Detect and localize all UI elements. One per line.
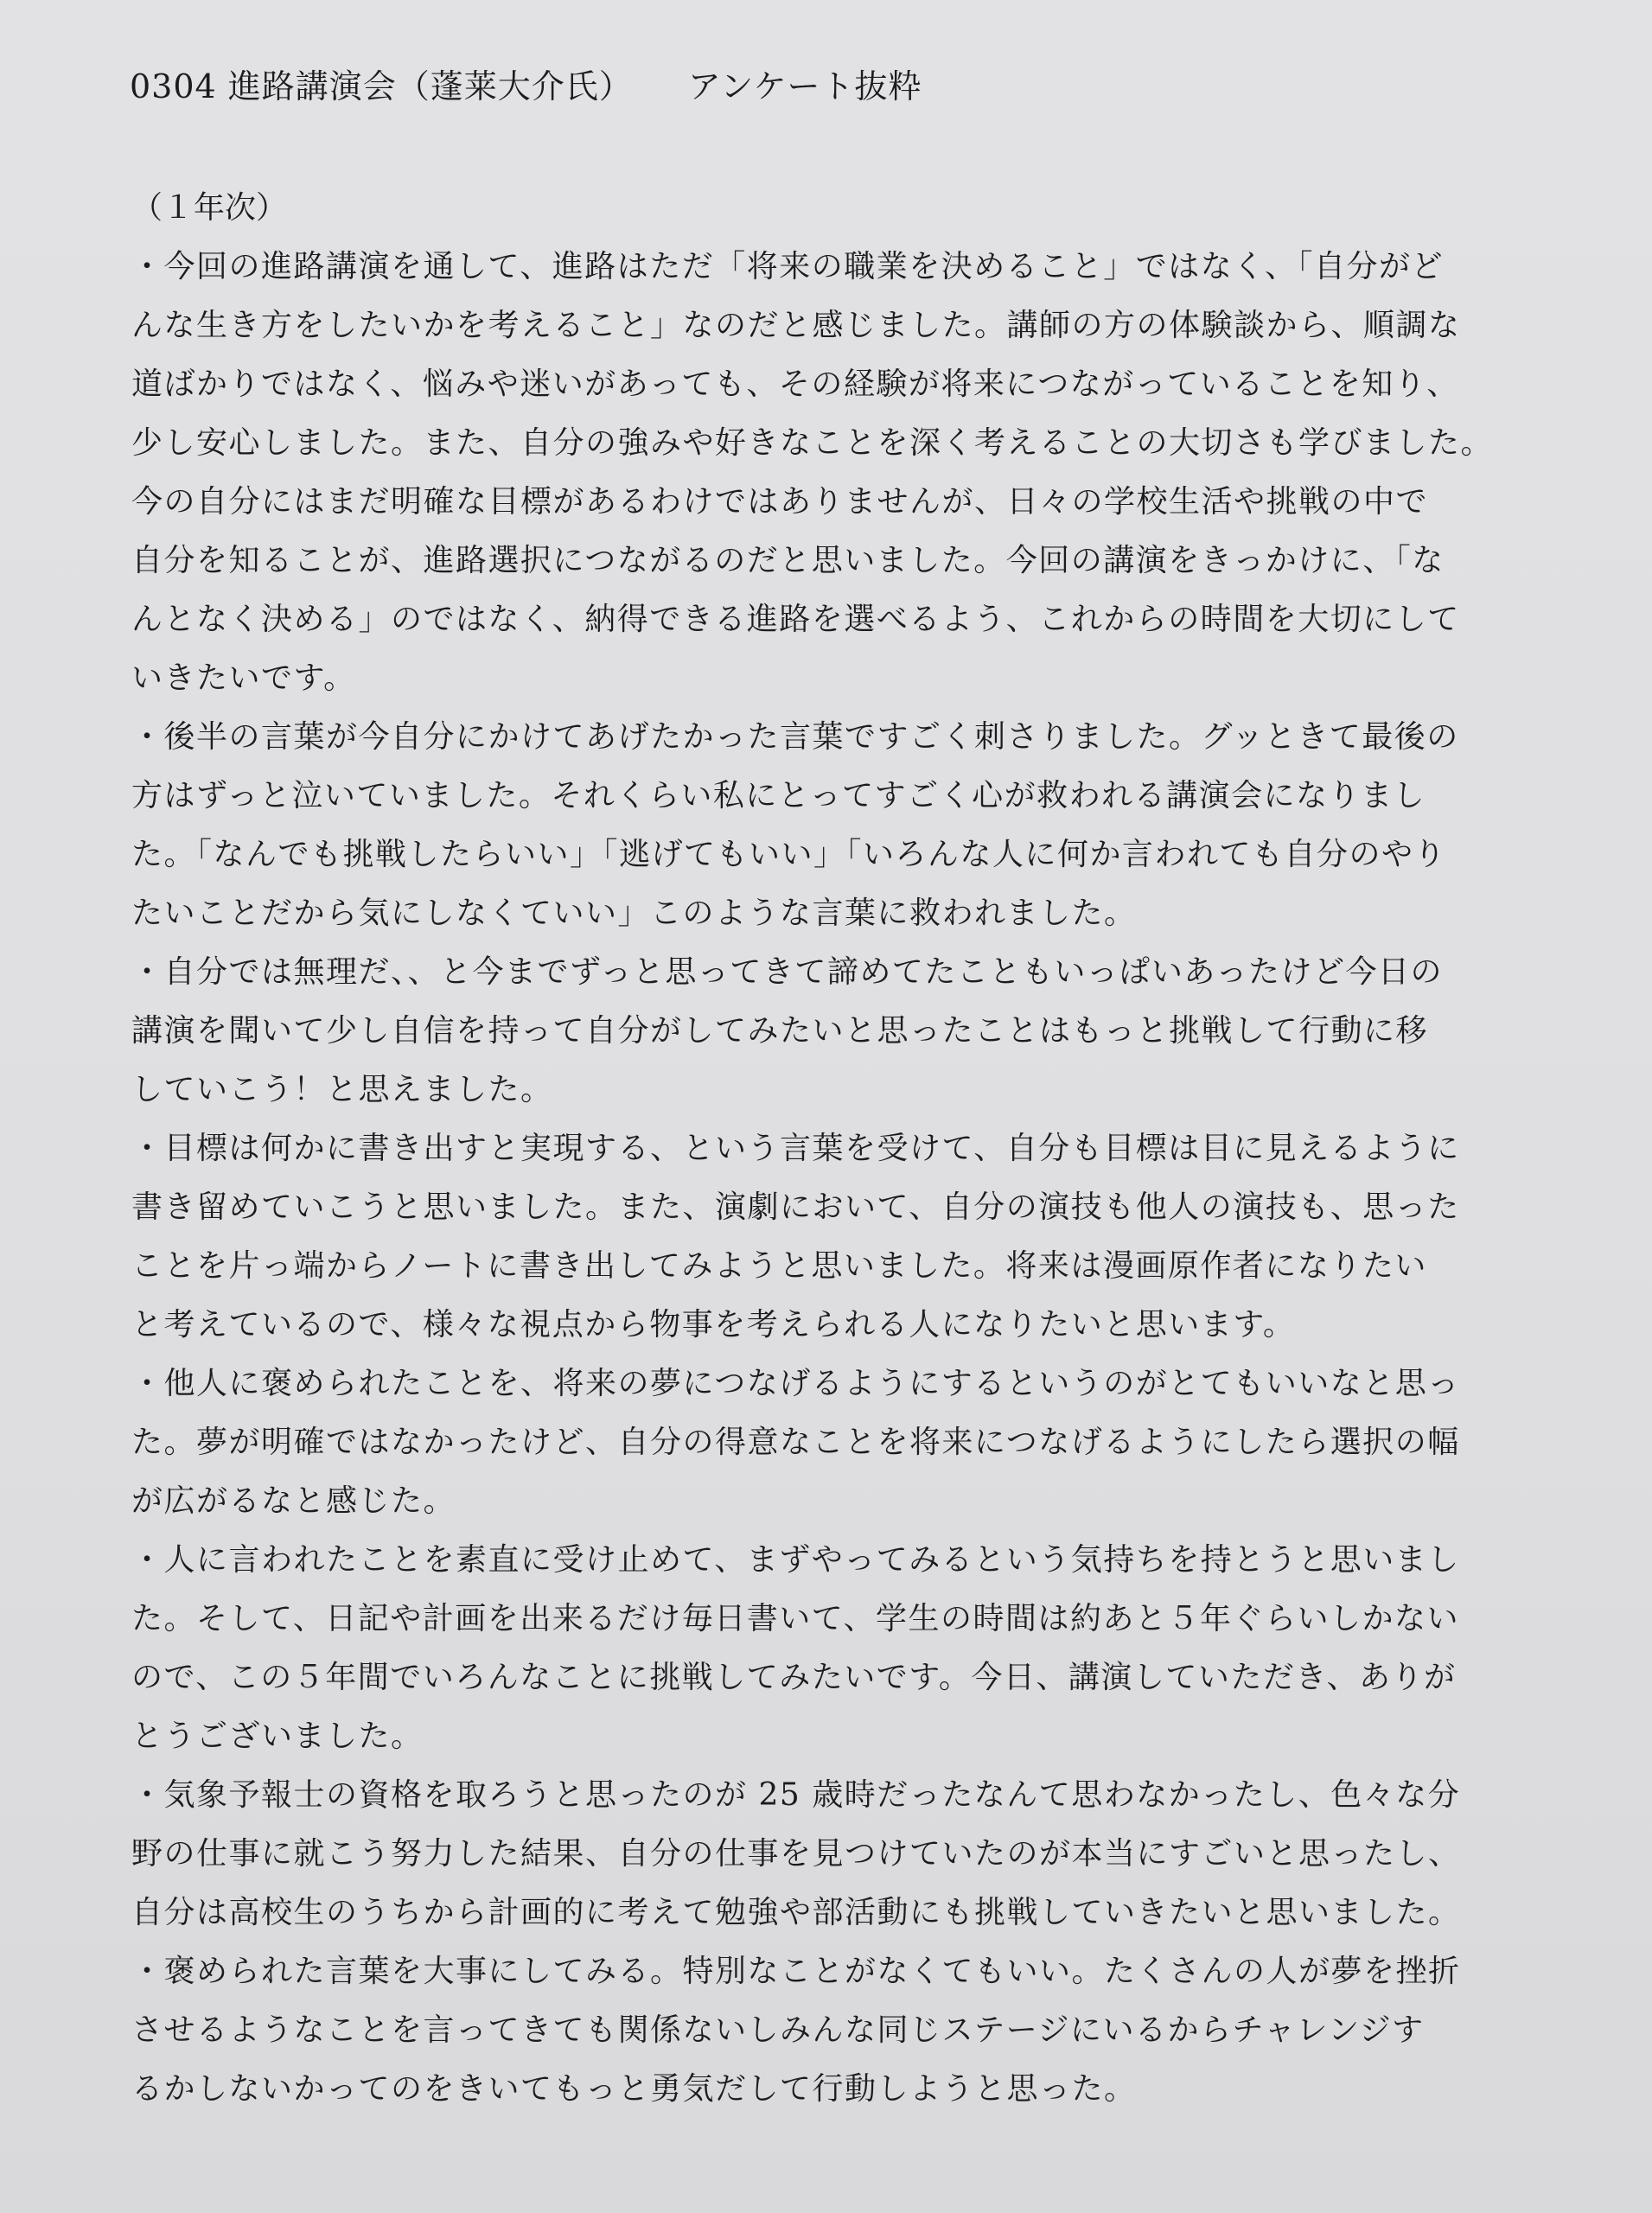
comment-line: 自分を知ることが、進路選択につながるのだと思いました。今回の講演をきっかけに、「な (131, 543, 1445, 578)
comment-line: が広がるなと感じた。 (131, 1483, 456, 1519)
comment-line: していこう！と思えました。 (131, 1072, 553, 1107)
subtitle-text: アンケート抜粋 (687, 67, 922, 105)
comment-entry (131, 238, 1515, 708)
comment-line: 道ばかりではなく、悩みや迷いがあっても、その経験が将来につながっていることを知り、 (131, 367, 1459, 402)
comment-line: んとなく決める」のではなく、納得できる進路を選べるよう、これからの時間を大切にして (131, 602, 1460, 637)
comment-line: ・自分では無理だ、、と今までずっと思ってきて諦めてたこともいっぱいあったけど今日の (131, 954, 1443, 990)
comment-line: た。夢が明確ではなかったけど、自分の得意なことを将来につなげるようにしたら選択の幅 (131, 1425, 1460, 1460)
comment-line: と考えているので、様々な視点から物事を考えられる人になりたいと思います。 (131, 1307, 1296, 1342)
comment-line: ・今回の進路講演を通して、進路はただ「将来の職業を決めること」ではなく、「自分がど (131, 249, 1445, 284)
comment-entry (131, 1119, 1515, 1355)
comment-line: 少し安心しました。また、自分の強みや好きなことを深く考えることの大切さも学びました。 (131, 425, 1494, 461)
comment-line: 今の自分にはまだ明確な目標があるわけではありませんが、日々の学校生活や挑戦の中で (131, 484, 1429, 520)
comment-line: ・他人に褒められたことを、将来の夢につなげるようにするというのがとてもいいなと思っ (131, 1366, 1460, 1401)
comment-entry (131, 1355, 1515, 1531)
comment-line: た。「なんでも挑戦したらいい」「逃げてもいい」「いろんな人に何か言われても自分のやり (131, 837, 1447, 872)
comment-line: るかしないかってのをきいてもっと勇気だして行動しようと思った。 (131, 2071, 1137, 2107)
comment-line: 自分は高校生のうちから計画的に考えて勉強や部活動にも挑戦していきたいと思いました。 (131, 1895, 1461, 1930)
comment-line: ので、この５年間でいろんなことに挑戦してみたいです。今日、講演していただき、ありが (131, 1660, 1457, 1695)
comment-line: 野の仕事に就こう努力した結果、自分の仕事を見つけていたのが本当にすごいと思ったし、 (131, 1836, 1461, 1872)
comment-line: いきたいです。 (131, 660, 356, 696)
comment-line: 方はずっと泣いていました。それくらい私にとってすごく心が救われる講演会になりまし (131, 778, 1426, 813)
comment-line: た。そして、日記や計画を出来るだけ毎日書いて、学生の時間は約あと５年ぐらいしかない (131, 1601, 1460, 1636)
document-body (131, 179, 1515, 2119)
comment-entry (131, 1766, 1515, 1942)
entries-list (131, 238, 1515, 2119)
comment-line: ・褒められた言葉を大事にしてみる。特別なことがなくてもいい。たくさんの人が夢を挫折 (131, 1954, 1461, 1989)
comment-line: ・人に言われたことを素直に受け止めて、まずやってみるという気持ちを持とうと思いまし (131, 1542, 1460, 1578)
title-text: 0304 進路講演会（蓬莱大介氏） (130, 67, 633, 105)
comment-entry (131, 1942, 1515, 2119)
grade-label: （１年次） (131, 190, 288, 226)
comment-entry (131, 708, 1515, 943)
comment-line: 講演を聞いて少し自信を持って自分がしてみたいと思ったことはもっと挑戦して行動に移 (131, 1013, 1429, 1049)
comment-line: ・目標は何かに書き出すと実現する、という言葉を受けて、自分も目標は目に見えるように (131, 1131, 1460, 1166)
comment-line: ことを片っ端からノートに書き出してみようと思いました。将来は漫画原作者になりたい (131, 1248, 1427, 1284)
comment-line: とうございました。 (131, 1719, 424, 1754)
comment-line: 書き留めていこうと思いました。また、演劇において、自分の演技も他人の演技も、思った (131, 1189, 1460, 1225)
comment-line: んな生き方をしたいかを考えること」なのだと感じました。講師の方の体験談から、順調な (131, 308, 1461, 343)
comment-line: ・気象予報士の資格を取ろうと思ったのが 25 歳時だったなんて思わなかったし、色々な分 (131, 1777, 1461, 1813)
comment-line: させるようなことを言ってきても関係ないしみんな同じステージにいるからチャレンジす (131, 2012, 1425, 2048)
comment-line: たいことだから気にしなくていい」このような言葉に救われました。 (131, 896, 1137, 931)
comment-entry (131, 1531, 1515, 1766)
comment-line: ・後半の言葉が今自分にかけてあげたかった言葉ですごく刺さりました。グッときて最後の (131, 719, 1459, 755)
document-title (130, 62, 922, 111)
comment-entry (131, 943, 1515, 1119)
